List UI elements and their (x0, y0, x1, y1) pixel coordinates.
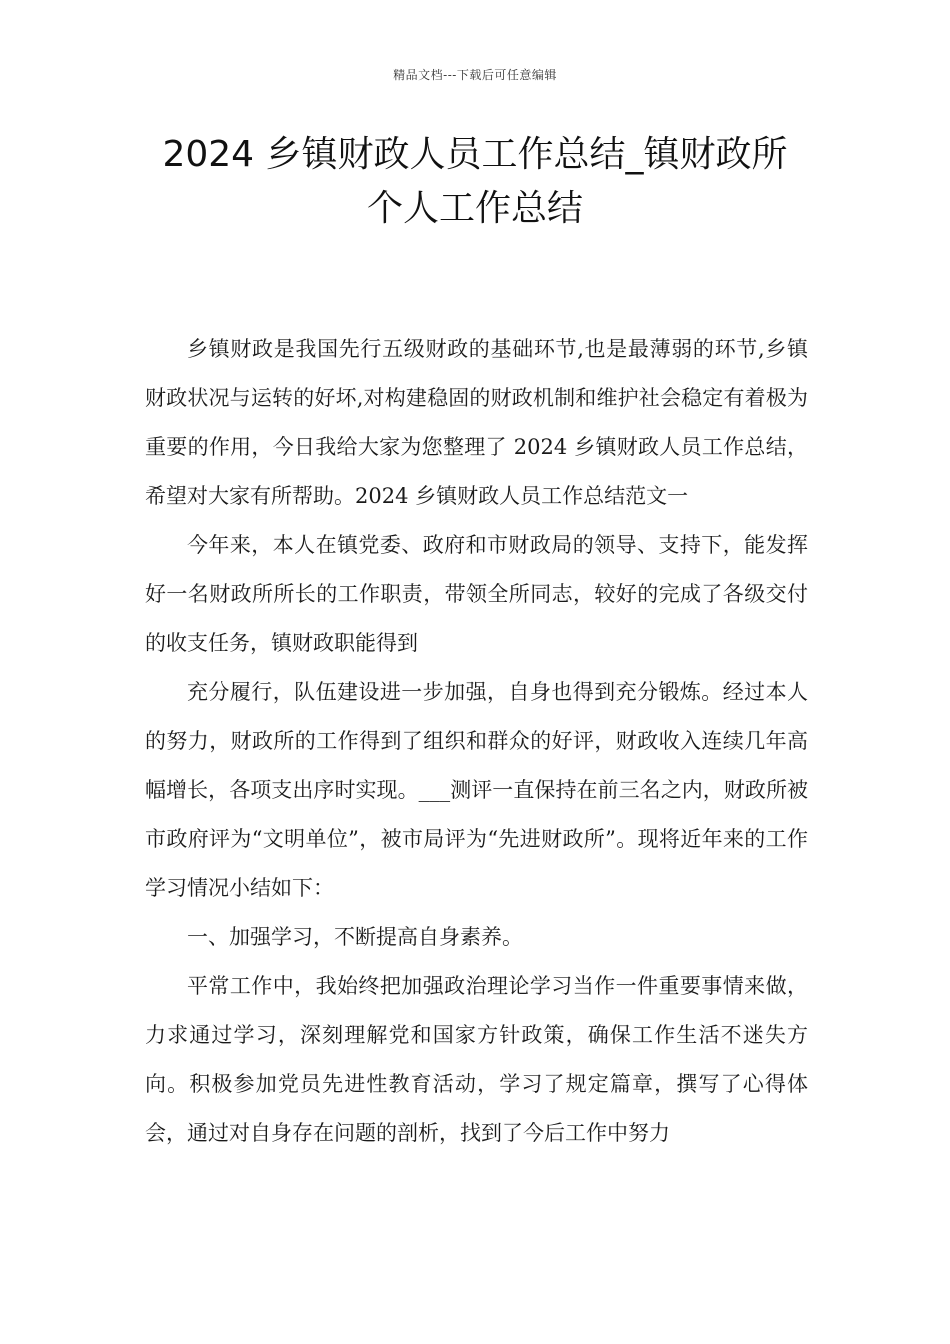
paragraph: 今年来，本人在镇党委、政府和市财政局的领导、支持下，能发挥好一名财政所所长的工作职责，带领全所同志，较好的完成了各级交付的收支任务，镇财政职能得到 (145, 533, 808, 655)
paragraph: 乡镇财政是我国先行五级财政的基础环节,也是最薄弱的环节,乡镇财政状况与运转的好坏,对构建稳固的财政机制和维护社会稳定有着极为重要的作用，今日我给大家为您整理了 2024 乡镇财政人员工作总结，希望对大家有所帮助。2024 乡镇财政人员工作总结范文一 (145, 337, 808, 508)
paragraph: 充分履行，队伍建设进一步加强，自身也得到充分锻炼。经过本人的努力，财政所的工作得到了组织和群众的好评，财政收入连续几年高幅增长，各项支出序时实现。___测评一直保持在前三名之内，财政所被市政府评为“文明单位”，被市局评为“先进财政所”。现将近年来的工作学习情况小结如下： (145, 680, 808, 900)
document-title (120, 128, 830, 236)
title-line-1: 2024 乡镇财政人员工作总结_镇财政所 (162, 134, 788, 175)
paragraph: 平常工作中，我始终把加强政治理论学习当作一件重要事情来做，力求通过学习，深刻理解党和国家方针政策，确保工作生活不迷失方向。积极参加党员先进性教育活动，学习了规定篇章，撰写了心得体会，通过对自身存在问题的剖析，找到了今后工作中努力 (145, 974, 808, 1145)
title-line-2: 个人工作总结 (366, 188, 583, 229)
header-note: 精品文档---下载后可任意编辑 (393, 68, 557, 82)
section-heading: 一、加强学习，不断提高自身素养。 (187, 925, 523, 949)
document-body (145, 325, 808, 1158)
